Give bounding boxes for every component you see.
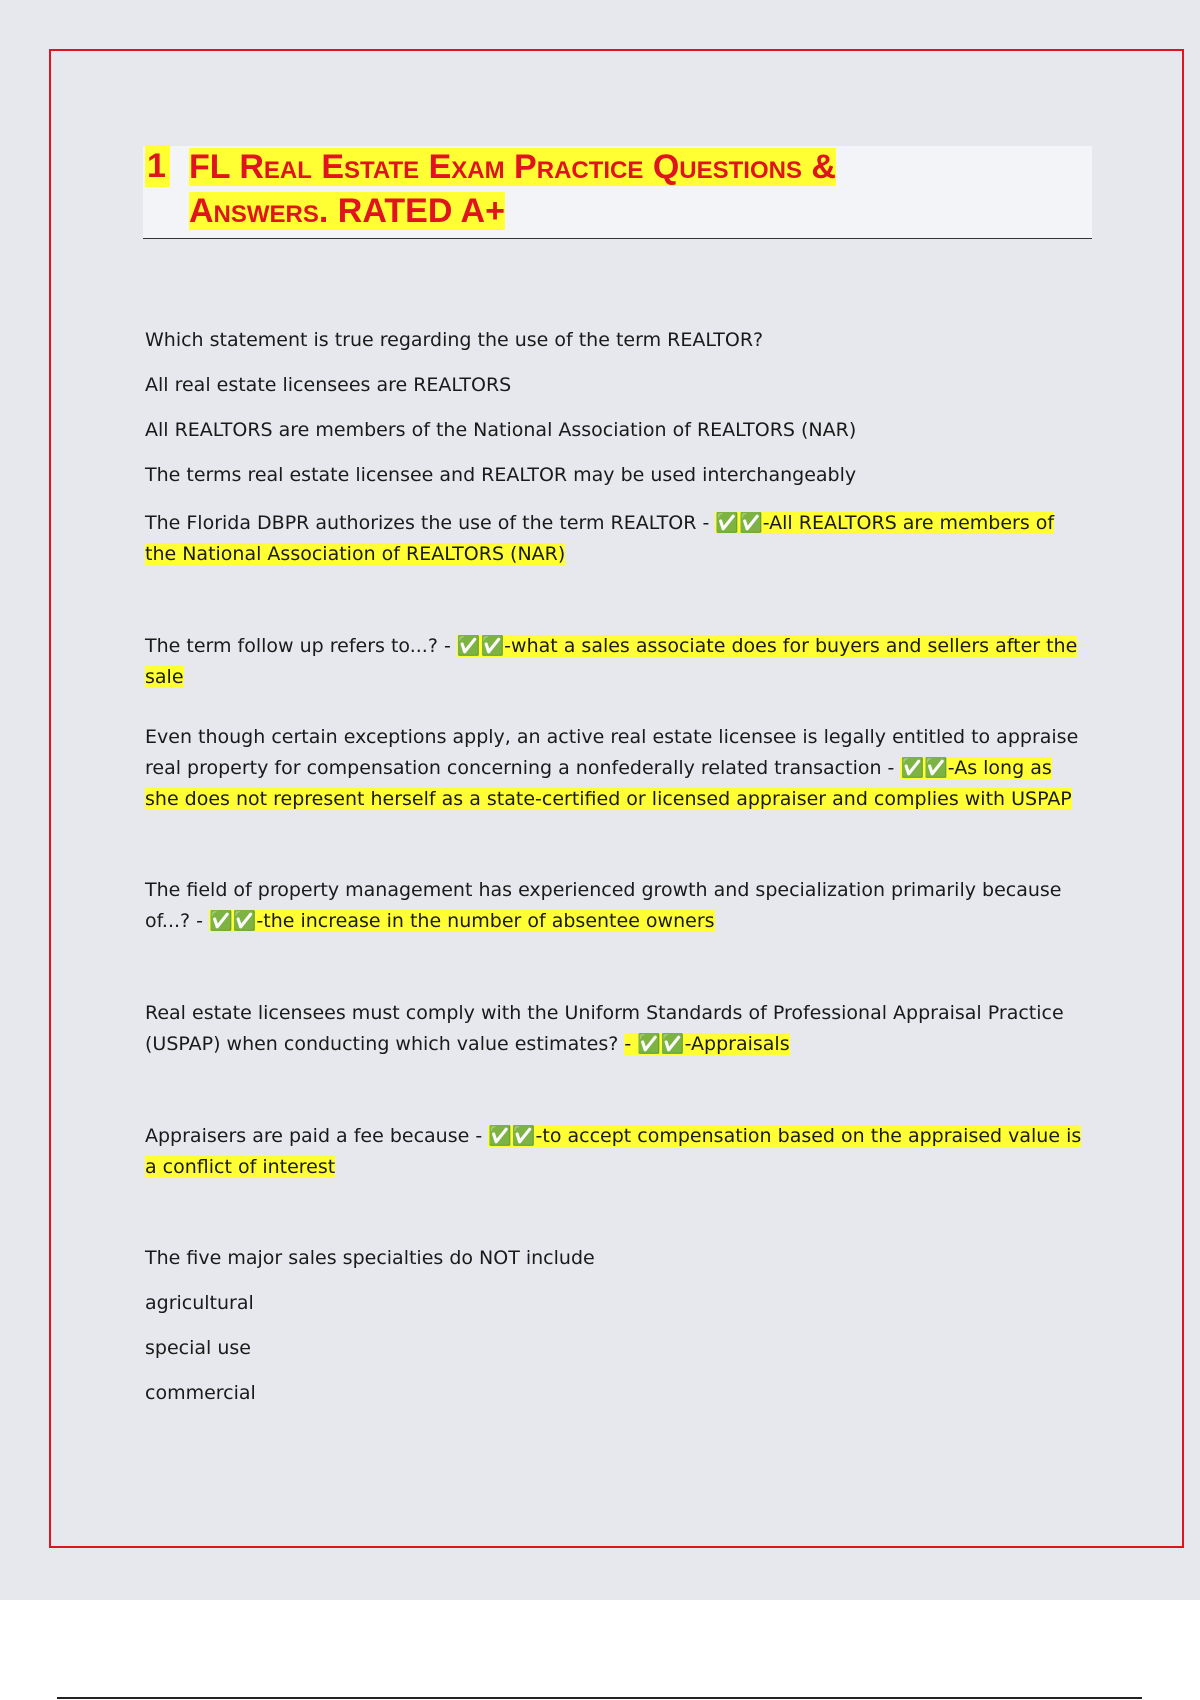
question-answer-block [145, 1121, 1090, 1183]
title-line-1: FL Real Estate Exam Practice Questions & [189, 148, 836, 186]
question-text: Appraisers are paid a fee because - [145, 1125, 489, 1147]
question-answer-block [145, 508, 1090, 570]
question-option: The terms real estate licensee and REALTOR may be used interchangeably [145, 464, 857, 486]
question-option: All real estate licensees are REALTORS [145, 374, 512, 396]
answer-highlight: ✅✅-As long as she does not represent herself as a state-certified or licensed appraiser and complies with USPAP [145, 757, 1072, 810]
question-answer-block [145, 875, 1090, 937]
question-text: The Florida DBPR authorizes the use of the term REALTOR - [145, 512, 716, 534]
answer-highlight: ✅✅-the increase in the number of absentee owners [209, 910, 715, 932]
title-number: 1 [145, 145, 170, 187]
answer-highlight: ✅✅-All REALTORS are members of the National Association of REALTORS (NAR) [145, 512, 1055, 565]
question-answer-block [145, 722, 1090, 815]
question-answer-block [145, 998, 1090, 1060]
question-answer-block [145, 631, 1090, 693]
question-option: All REALTORS are members of the National Association of REALTORS (NAR) [145, 419, 857, 441]
question-text: The term follow up refers to...? - [145, 635, 457, 657]
question-option: commercial [145, 1382, 256, 1404]
question-text: Which statement is true regarding the use of the term REALTOR? [145, 329, 764, 351]
document-title [189, 145, 1009, 233]
question-text: Real estate licensees must comply with the Uniform Standards of Professional Appraisal Practice (USPAP) when conducting which value estimates? [145, 1002, 1064, 1055]
answer-highlight: ✅✅-to accept compensation based on the appraised value is a conflict of interest [145, 1125, 1082, 1178]
answer-highlight: ✅✅-what a sales associate does for buyers and sellers after the sale [145, 635, 1078, 688]
question-option: special use [145, 1337, 251, 1359]
title-line-2: Answers. RATED A+ [189, 192, 505, 230]
answer-highlight: - ✅✅-Appraisals [624, 1033, 790, 1055]
footer-divider [57, 1697, 1142, 1699]
question-option: agricultural [145, 1292, 254, 1314]
question-text: Even though certain exceptions apply, an active real estate licensee is legally entitled to appraise real property for compensation concerning a nonfederally related transaction - [145, 726, 1079, 779]
question-text: The field of property management has experienced growth and specialization primarily because of...? - [145, 879, 1062, 932]
question-text: The five major sales specialties do NOT include [145, 1247, 595, 1269]
